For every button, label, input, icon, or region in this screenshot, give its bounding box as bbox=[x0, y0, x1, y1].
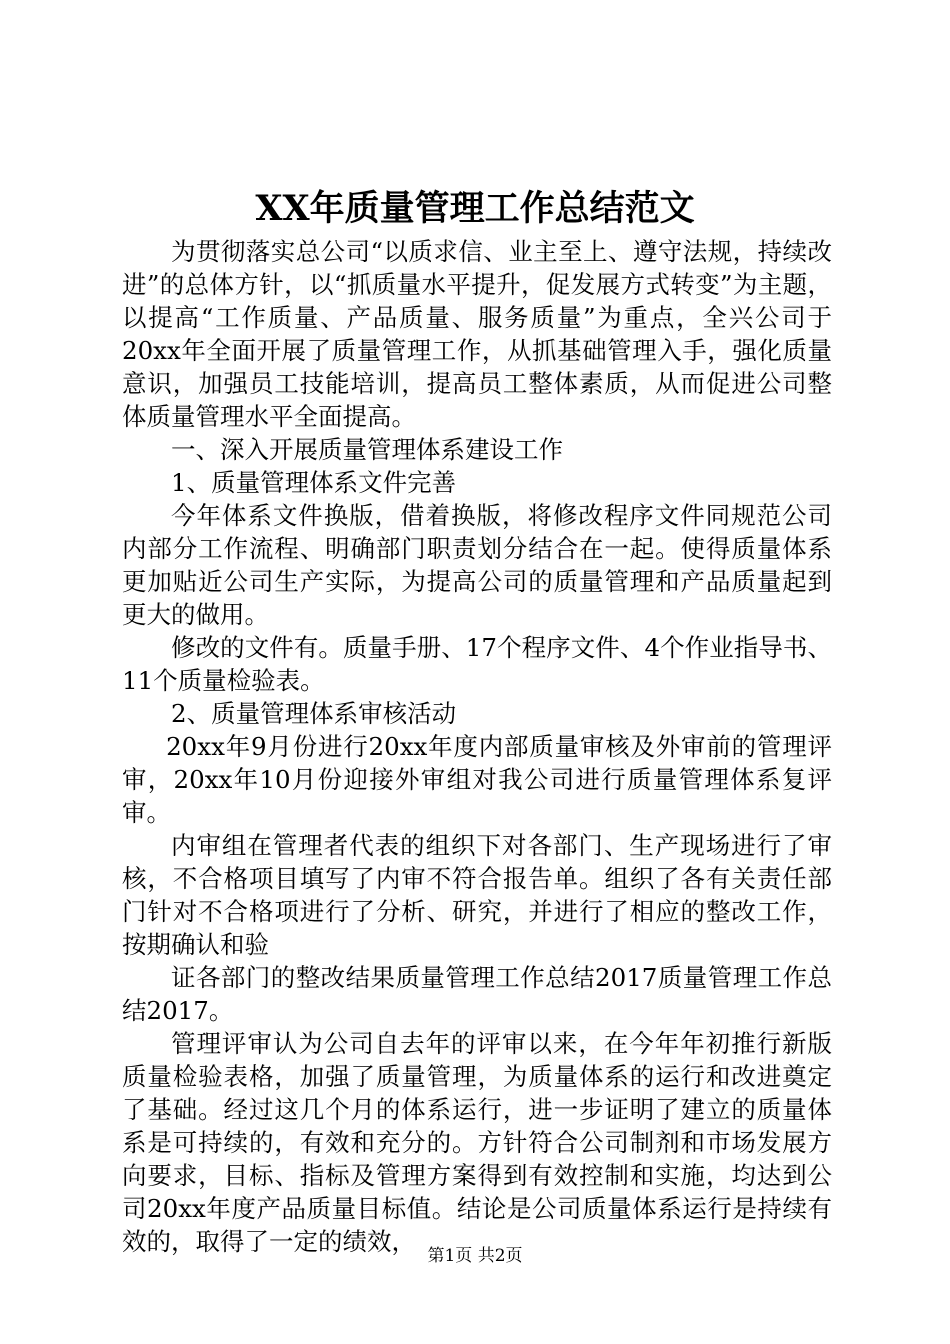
paragraph-modified-files: 修改的文件有。质量手册、17个程序文件、4个作业指导书、11个质量检验表。 bbox=[122, 633, 832, 695]
document-title: XX年质量管理工作总结范文 bbox=[255, 188, 695, 229]
paragraph-file-revision: 今年体系文件换版，借着换版，将修改程序文件同规范公司内部分工作流程、明确部门职责划分结合在一起。使得质量体系更加贴近公司生产实际，为提高公司的质量管理和产品质量起到更大的做用。 bbox=[122, 501, 832, 629]
subsection-heading-2: 2、质量管理体系审核活动 bbox=[171, 699, 457, 728]
subsection-heading-1: 1、质量管理体系文件完善 bbox=[171, 468, 457, 497]
paragraph-audit-schedule: 20xx年9月份进行20xx年度内部质量审核及外审前的管理评审，20xx年10月份迎接外审组对我公司进行质量管理体系复评审。 bbox=[122, 732, 832, 827]
page-footer: 第1页 共2页 bbox=[427, 1246, 523, 1266]
paragraph-internal-audit: 内审组在管理者代表的组织下对各部门、生产现场进行了审核，不合格项目填写了内审不符合报告单。组织了各有关责任部门针对不合格项进行了分析、研究，并进行了相应的整改工作，按期确认和验 bbox=[122, 831, 832, 959]
paragraph-management-review: 管理评审认为公司自去年的评审以来，在今年年初推行新版质量检验表格，加强了质量管理，为质量体系的运行和改进奠定了基础。经过这几个月的体系运行，进一步证明了建立的质量体系是可持续的，有效和充分的。方针符合公司制剂和市场发展方向要求，目标、指标及管理方案得到有效控制和实施，均达到公司20xx年度产品质量目标值。结论是公司质量体系运行是持续有效的，取得了一定的绩效， bbox=[122, 1029, 832, 1256]
document-body bbox=[122, 235, 832, 1258]
paragraph-audit-results: 证各部门的整改结果质量管理工作总结2017质量管理工作总结2017。 bbox=[122, 963, 832, 1025]
paragraph-intro: 为贯彻落实总公司“以质求信、业主至上、遵守法规，持续改进”的总体方针，以“抓质量水平提升，促发展方式转变”为主题，以提高“工作质量、产品质量、服务质量”为重点，全兴公司于20xx年全面开展了质量管理工作，从抓基础管理入手，强化质量意识，加强员工技能培训，提高员工整体素质，从而促进公司整体质量管理水平全面提高。 bbox=[122, 237, 832, 431]
section-heading-1: 一、深入开展质量管理体系建设工作 bbox=[171, 435, 563, 464]
